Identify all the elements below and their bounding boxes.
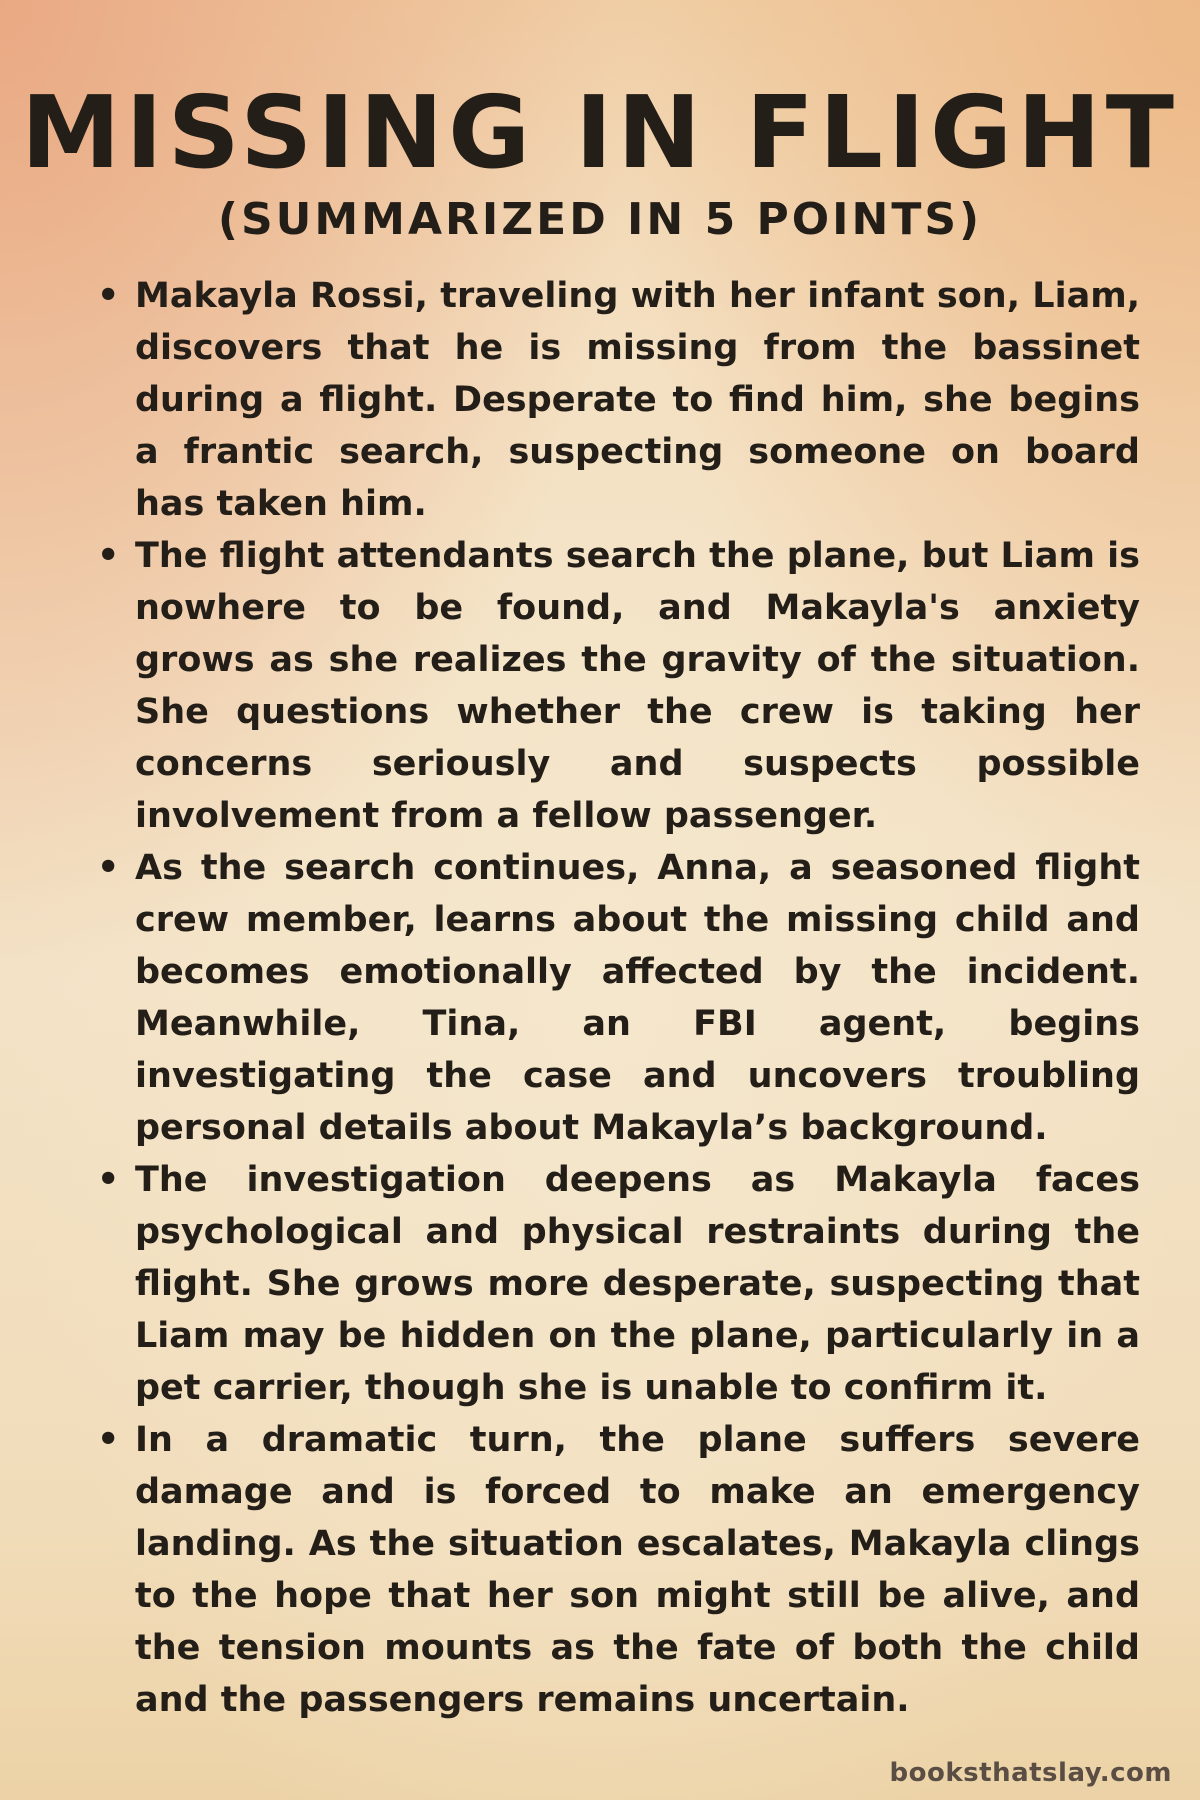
summary-point: [95, 1414, 1140, 1726]
summary-point: [95, 270, 1140, 530]
summary-point: [95, 842, 1140, 1154]
bullet-icon: •: [97, 1160, 120, 1200]
bullet-icon: •: [97, 848, 120, 888]
summary-point-text: As the search continues, Anna, a seasoned flight crew member, learns about the missing child and becomes emotionally affected by the incident. Meanwhile, Tina, an FBI agent, begins investigating the case and uncovers troubling personal details about Makayla’s background.: [135, 848, 1140, 1148]
summary-points-list: [95, 270, 1140, 1726]
summary-point-text: Makayla Rossi, traveling with her infant son, Liam, discovers that he is missing from the bassinet during a flight. Desperate to find him, she begins a frantic search, suspecting someone on board has taken him.: [135, 276, 1140, 524]
summary-point: [95, 1154, 1140, 1414]
summary-point-text: The flight attendants search the plane, but Liam is nowhere to be found, and Makayla's anxiety grows as she realizes the gravity of the situation. She questions whether the crew is taking her concerns seriously and suspects possible involvement from a fellow passenger.: [135, 536, 1140, 836]
summary-point-text: The investigation deepens as Makayla faces psychological and physical restraints during the flight. She grows more desperate, suspecting that Liam may be hidden on the plane, particularly in a pet carrier, though she is unable to confirm it.: [135, 1160, 1140, 1408]
page-subtitle: (SUMMARIZED IN 5 POINTS): [217, 194, 983, 245]
bullet-icon: •: [97, 276, 120, 316]
summary-point: [95, 530, 1140, 842]
bullet-icon: •: [97, 1420, 120, 1460]
footer-site-link[interactable]: booksthatslay.com: [889, 1758, 1172, 1788]
page-title: MISSING IN FLIGHT: [21, 74, 1179, 191]
bullet-icon: •: [97, 536, 120, 576]
summary-point-text: In a dramatic turn, the plane suffers severe damage and is forced to make an emergency landing. As the situation escalates, Makayla clings to the hope that her son might still be alive, and the tension mounts as the fate of both the child and the passengers remains uncertain.: [135, 1420, 1140, 1720]
